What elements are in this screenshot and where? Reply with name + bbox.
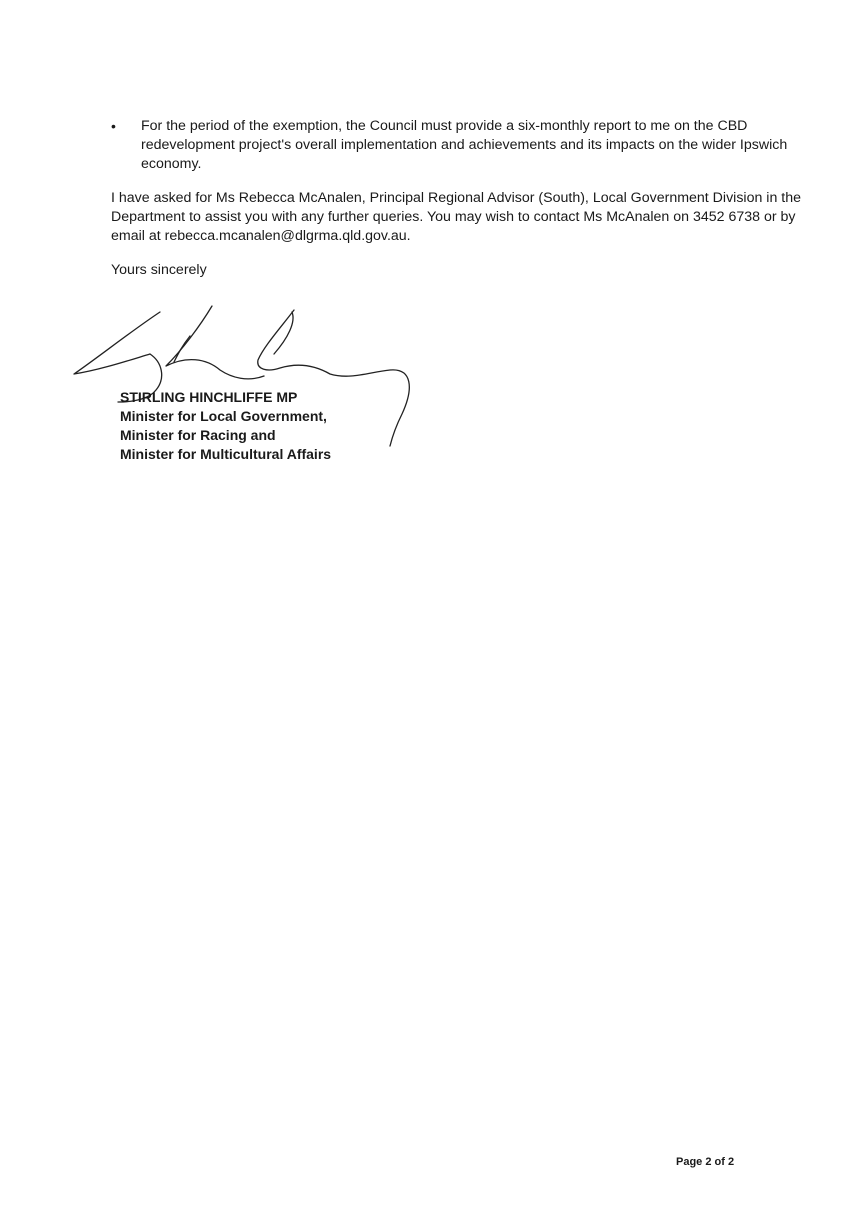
- bullet-text: For the period of the exemption, the Council must provide a six-monthly report to me on the CBD redevelopment project's overall implementation and achievements and its impacts on the wider Ipswich economy.: [141, 118, 788, 172]
- bullet-item: [111, 117, 791, 174]
- signatory-title-line-1: Minister for Local Government,: [120, 408, 327, 424]
- signatory-title-line-3: Minister for Multicultural Affairs: [120, 446, 332, 462]
- bullet-marker: •: [111, 118, 116, 134]
- contact-paragraph: I have asked for Ms Rebecca McAnalen, Principal Regional Advisor (South), Local Government Division in the Department to assist you with any further queries. You may wish to contact Ms McAnalen on 3452 6738 or by email at rebecca.mcanalen@dlgrma.qld.gov.au.: [111, 190, 802, 244]
- signatory-name: STIRLING HINCHLIFFE MP: [120, 389, 298, 405]
- signatory-block: [120, 388, 331, 464]
- closing-salutation: Yours sincerely: [111, 262, 207, 278]
- page-number: Page 2 of 2: [676, 1156, 735, 1168]
- signatory-title-line-2: Minister for Racing and: [120, 427, 276, 443]
